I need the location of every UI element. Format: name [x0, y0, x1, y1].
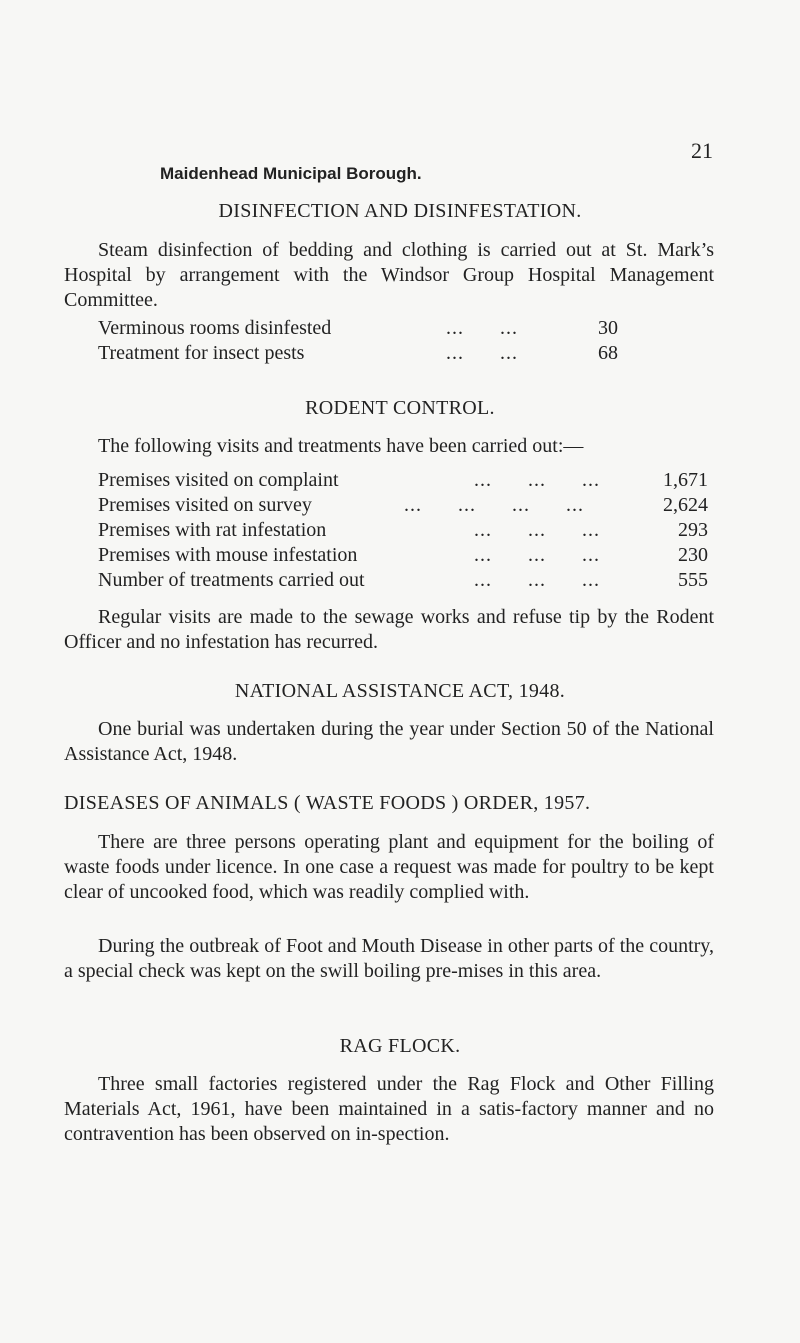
leader-dots: ... ...	[446, 342, 518, 364]
stat-value: 30	[598, 317, 618, 339]
stat-value: 2,624	[663, 494, 708, 516]
disinfection-heading: DISINFECTION AND DISINFESTATION.	[218, 200, 582, 222]
rodent-intro: The following visits and treatments have been carried out:—	[98, 435, 584, 457]
stat-label: Premises visited on complaint	[98, 469, 339, 491]
stat-row	[98, 519, 708, 545]
stat-row	[98, 569, 708, 595]
diseases-paragraph-1: There are three persons operating plant and equipment for the boiling of waste foods under licence. In one case a request was made for poultry to be kept clear of uncooked food, which was readily complied with.	[64, 831, 714, 903]
stat-label: Treatment for insect pests	[98, 342, 305, 364]
stat-row	[98, 317, 618, 343]
stat-value: 555	[678, 569, 708, 591]
stat-label: Premises with mouse infestation	[98, 544, 358, 566]
page-number: 21	[691, 138, 713, 163]
leader-dots: ... ... ...	[474, 544, 600, 566]
rodent-heading: RODENT CONTROL.	[305, 397, 495, 419]
stat-row	[98, 494, 708, 520]
rag-flock-paragraph: Three small factories registered under the Rag Flock and Other Filling Materials Act, 1961, have been maintained in a satis-factory manner and no contravention has been observed on in-spection.	[64, 1073, 714, 1145]
national-assistance-paragraph: One burial was undertaken during the year under Section 50 of the National Assistance Act, 1948.	[64, 718, 714, 765]
leader-dots: ... ... ...	[474, 519, 600, 541]
borough-title: Maidenhead Municipal Borough.	[160, 164, 422, 183]
leader-dots: ... ... ...	[474, 469, 600, 491]
stat-value: 68	[598, 342, 618, 364]
rag-flock-heading: RAG FLOCK.	[339, 1035, 461, 1057]
stat-row	[98, 544, 708, 570]
stat-value: 1,671	[663, 469, 708, 491]
leader-dots: ... ... ...	[474, 569, 600, 591]
national-assistance-heading: NATIONAL ASSISTANCE ACT, 1948.	[234, 680, 566, 702]
rodent-paragraph: Regular visits are made to the sewage works and refuse tip by the Rodent Officer and no infestation has recurred.	[64, 606, 714, 653]
disinfection-paragraph: Steam disinfection of bedding and clothing is carried out at St. Mark’s Hospital by arrangement with the Windsor Group Hospital Management Committee.	[64, 239, 714, 311]
stat-value: 293	[678, 519, 708, 541]
leader-dots: ... ... ... ...	[404, 494, 584, 516]
stat-value: 230	[678, 544, 708, 566]
leader-dots: ... ...	[446, 317, 518, 339]
stat-label: Number of treatments carried out	[98, 569, 365, 591]
stat-row	[98, 342, 618, 368]
stat-label: Premises visited on survey	[98, 494, 312, 516]
diseases-paragraph-2: During the outbreak of Foot and Mouth Disease in other parts of the country, a special check was kept on the swill boiling pre-mises in this area.	[64, 935, 714, 982]
stat-label: Verminous rooms disinfested	[98, 317, 332, 339]
diseases-heading: DISEASES OF ANIMALS ( WASTE FOODS ) ORDER, 1957.	[64, 792, 591, 814]
stat-label: Premises with rat infestation	[98, 519, 327, 541]
stat-row	[98, 469, 708, 495]
